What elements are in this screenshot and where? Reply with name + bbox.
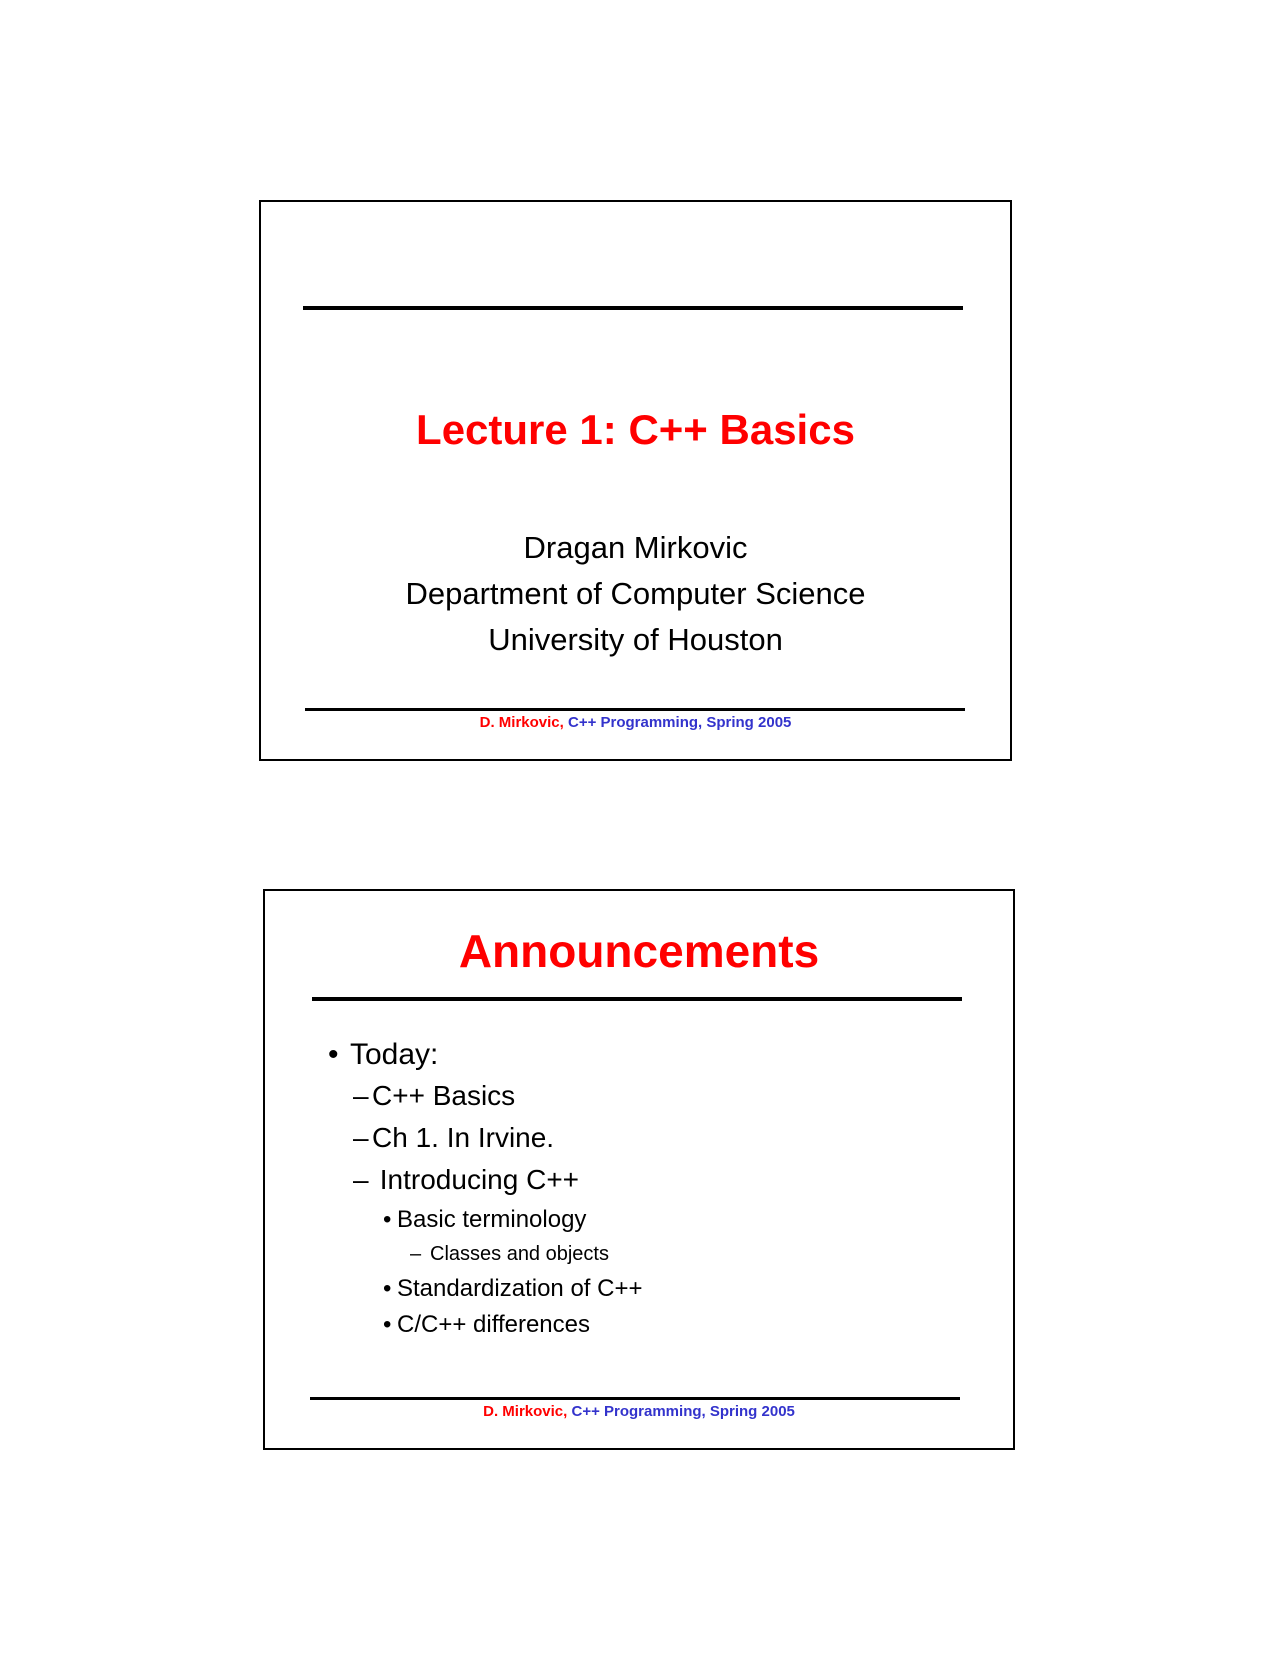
list-item <box>265 1271 1013 1307</box>
list-item-text: Ch 1. In Irvine. <box>372 1122 555 1153</box>
list-item <box>265 1201 1013 1238</box>
bullet-marker: • <box>383 1275 392 1302</box>
bullet-marker: • <box>383 1311 392 1338</box>
bullet-marker: • <box>328 1038 339 1071</box>
dash-marker: – <box>353 1164 369 1195</box>
list-item-text: Classes and objects <box>430 1243 609 1265</box>
footer-course: C++ Programming, Spring 2005 <box>563 714 792 731</box>
bullet-list <box>265 1035 1013 1343</box>
footer-author: D. Mirkovic, <box>479 714 564 731</box>
dash-marker: – <box>353 1122 369 1153</box>
bullet-marker: • <box>383 1206 392 1233</box>
list-item <box>265 1117 1013 1159</box>
author-name: Dragan Mirkovic <box>523 530 748 565</box>
footer-rule <box>305 708 965 711</box>
footer-author: D. Mirkovic, <box>483 1403 568 1420</box>
list-item <box>265 1035 1013 1075</box>
list-item-text: Introducing C++ <box>372 1164 580 1195</box>
list-item-text: Basic terminology <box>397 1206 587 1233</box>
slide-announcements <box>263 889 1015 1450</box>
list-item <box>265 1159 1013 1201</box>
dash-marker: – <box>353 1080 369 1111</box>
slide-footer <box>261 713 1010 733</box>
author-block <box>261 525 1010 663</box>
slide-title-page <box>259 200 1012 761</box>
list-item-text: C++ Basics <box>372 1080 516 1111</box>
list-item <box>265 1075 1013 1117</box>
title-underline-rule <box>312 997 962 1001</box>
author-university: University of Houston <box>488 622 783 657</box>
dash-marker: – <box>410 1243 422 1265</box>
list-item-text: Today: <box>350 1038 439 1071</box>
slide2-title: Announcements <box>458 925 820 977</box>
slide-footer <box>265 1402 1013 1422</box>
list-item-text: Standardization of C++ <box>397 1275 643 1302</box>
list-item <box>265 1238 1013 1271</box>
list-item <box>265 1307 1013 1343</box>
list-item-text: C/C++ differences <box>397 1311 590 1338</box>
author-department: Department of Computer Science <box>405 576 866 611</box>
footer-rule <box>310 1397 960 1400</box>
slide1-title: Lecture 1: C++ Basics <box>416 406 855 453</box>
title-area-top-rule <box>303 306 963 310</box>
footer-course: C++ Programming, Spring 2005 <box>567 1403 795 1420</box>
